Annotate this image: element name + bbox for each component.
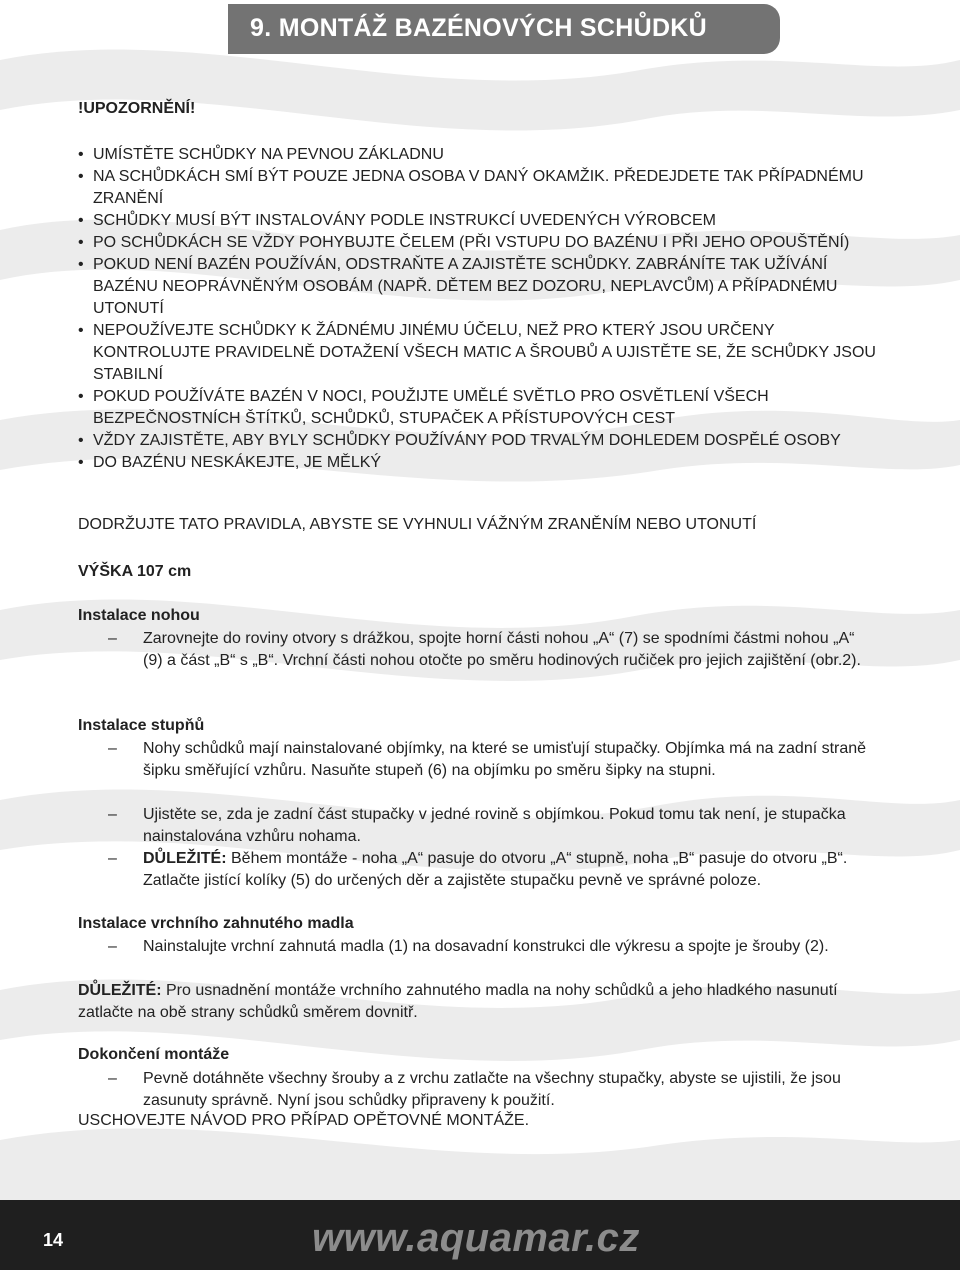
section-heading-finish: Dokončení montáže	[78, 1046, 230, 1063]
warning-item: • POKUD POUŽÍVÁTE BAZÉN V NOCI, POUŽIJTE UMĚLÉ SVĚTLO PRO OSVĚTLENÍ VŠECH BEZPEČNOSTNÍCH ŠTÍTKŮ, SCHŮDKŮ, STUPAČEK A PŘÍSTUPOVÝCH CEST	[78, 388, 769, 427]
bullet-glyph: •	[78, 212, 84, 229]
footer-website-link[interactable]: www.aquamar.cz	[312, 1216, 640, 1260]
warning-title: !UPOZORNĚNÍ!	[78, 100, 196, 117]
bullet-glyph: •	[78, 168, 84, 185]
dash-glyph: –	[108, 630, 117, 647]
dash-glyph: –	[108, 938, 117, 955]
page-title: 9. MONTÁŽ BAZÉNOVÝCH SCHŮDKŮ	[250, 14, 708, 42]
warning-item: • UMÍSTĚTE SCHŮDKY NA PEVNOU ZÁKLADNU	[78, 144, 878, 166]
warning-item: • NEPOUŽÍVEJTE SCHŮDKY K ŽÁDNÉMU JINÉMU ÚČELU, NEŽ PRO KTERÝ JSOU URČENY KONTROLUJTE PRAVIDELNĚ DOTAŽENÍ VŠECH MATIC A ŠROUBŮ A UJISTĚTE SE, ŽE SCHŮDKY JSOU STABILNÍ	[78, 322, 876, 383]
important-item: – DŮLEŽITÉ: Během montáže - noha „A“ pasuje do otvoru „A“ stupně, noha „B“ pasuje do otvoru „B“. Zatlačte jistící kolíky (5) do určených děr a zajistěte stupačku pevně ve správné poloze.	[108, 850, 848, 889]
bullet-glyph: •	[78, 234, 84, 251]
important-label: DŮLEŽITÉ:	[78, 982, 162, 999]
warning-item: • POKUD NENÍ BAZÉN POUŽÍVÁN, ODSTRAŇTE A ZAJISTĚTE SCHŮDKY. ZABRÁNÍTE TAK UŽÍVÁNÍ BAZÉNU NEOPRÁVNĚNÝM OSOBÁM (NAPŘ. DĚTEM BEZ DOZORU, NEPLAVCŮM) A PŘÍPADNÉMU UTONUTÍ	[78, 256, 838, 317]
section-heading-handrail: Instalace vrchního zahnutého madla	[78, 915, 354, 932]
important-note: DŮLEŽITÉ: Pro usnadnění montáže vrchního zahnutého madla na nohy schůdků a jeho hladkého nasunutí zatlačte na obě strany schůdků směrem dovnitř.	[78, 982, 838, 1021]
dash-glyph: –	[108, 740, 117, 757]
warning-item: • SCHŮDKY MUSÍ BÝT INSTALOVÁNY PODLE INSTRUKCÍ UVEDENÝCH VÝROBCEM	[78, 210, 878, 232]
section-heading-legs: Instalace nohou	[78, 607, 200, 624]
page-footer	[0, 1200, 960, 1270]
warning-item: • PO SCHŮDKÁCH SE VŽDY POHYBUJTE ČELEM (PŘI VSTUPU DO BAZÉNU I PŘI JEHO OPOUŠTĚNÍ)	[78, 232, 878, 254]
closing-note: USCHOVEJTE NÁVOD PRO PŘÍPAD OPĚTOVNÉ MONTÁŽE.	[78, 1112, 530, 1129]
instruction-item: – Ujistěte se, zda je zadní část stupačky v jedné rovině s objímkou. Pokud tomu tak není, je stupačka nainstalována vzhůru nohama.	[108, 806, 846, 845]
bullet-glyph: •	[78, 256, 84, 273]
dash-glyph: –	[108, 1070, 117, 1087]
warning-item: • DO BAZÉNU NESKÁKEJTE, JE MĚLKÝ	[78, 452, 878, 474]
page-number: 14	[43, 1230, 64, 1250]
bullet-glyph: •	[78, 454, 84, 471]
warning-footer: DODRŽUJTE TATO PRAVIDLA, ABYSTE SE VYHNULI VÁŽNÝM ZRANĚNÍM NEBO UTONUTÍ	[78, 516, 757, 533]
dash-glyph: –	[108, 850, 117, 867]
instruction-item: – Zarovnejte do roviny otvory s drážkou, spojte horní části nohou „A“ (7) se spodními částmi nohou „A“ (9) a část „B“ s „B“. Vrchní části nohou otočte po směru hodinových ručiček pro jejich zajištění (obr.2).	[108, 630, 861, 669]
instruction-item: – Nohy schůdků mají nainstalované objímky, na které se umisťují stupačky. Objímka má na zadní straně šipku směřující vzhůru. Nasuňte stupeň (6) na objímku po směru šipky na stupni.	[108, 740, 867, 779]
warning-item: • NA SCHŮDKÁCH SMÍ BÝT POUZE JEDNA OSOBA V DANÝ OKAMŽIK. PŘEDEJDETE TAK PŘÍPADNÉMU ZRANĚNÍ	[78, 168, 864, 207]
bullet-glyph: •	[78, 322, 84, 339]
important-label: DŮLEŽITÉ:	[143, 850, 227, 867]
instruction-item: – Nainstalujte vrchní zahnutá madla (1) na dosavadní konstrukci dle výkresu a spojte je šrouby (2).	[78, 936, 878, 958]
bullet-glyph: •	[78, 388, 84, 405]
section-heading-steps: Instalace stupňů	[78, 717, 205, 734]
warning-item: • VŽDY ZAJISTĚTE, ABY BYLY SCHŮDKY POUŽÍVÁNY POD TRVALÝM DOHLEDEM DOSPĚLÉ OSOBY	[78, 430, 878, 452]
height-label: VÝŠKA 107 cm	[78, 563, 192, 580]
bullet-glyph: •	[78, 432, 84, 449]
warning-list	[78, 144, 878, 474]
dash-glyph: –	[108, 806, 117, 823]
bullet-glyph: •	[78, 146, 84, 163]
instruction-item: – Pevně dotáhněte všechny šrouby a z vrchu zatlačte na všechny stupačky, abyste se ujistili, že jsou zasunuty správně. Nyní jsou schůdky připraveny k použití.	[108, 1070, 841, 1109]
